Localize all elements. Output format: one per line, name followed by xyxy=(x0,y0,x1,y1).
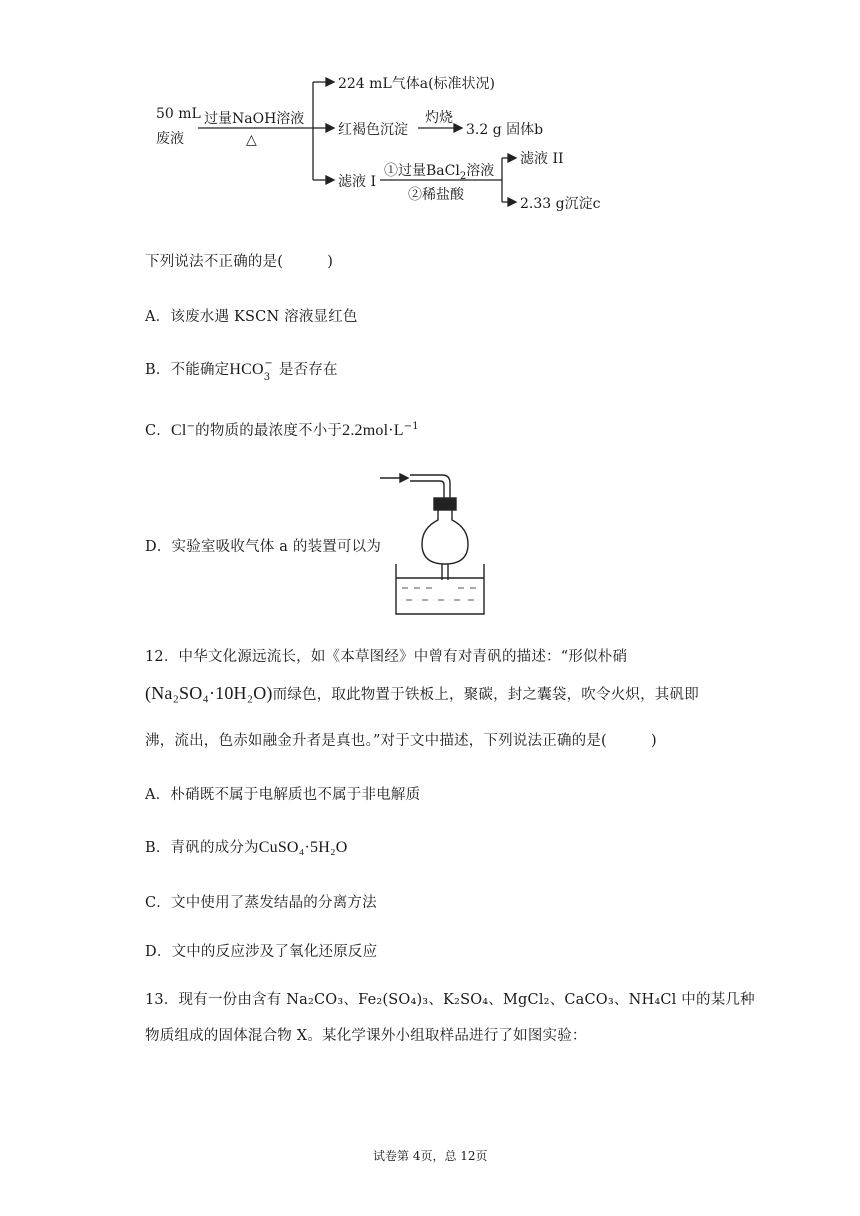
flowchart xyxy=(150,62,620,222)
q11-option-a: A．该废水遇 KSCN 溶液显红色 xyxy=(145,309,358,325)
q11-stem: 下列说法不正确的是( ) xyxy=(145,254,334,270)
flow-start-volume: 50 mL xyxy=(156,106,201,122)
flow-filtrate-1: 滤液 I xyxy=(338,174,376,190)
q11-option-d: D．实验室吸收气体 a 的装置可以为 xyxy=(145,539,382,555)
gas-absorption-apparatus-figure xyxy=(378,468,490,616)
flow-reagent: 过量NaOH溶液 xyxy=(204,111,305,127)
flow-step-1: ①过量BaCl$_2$溶液 xyxy=(384,163,495,182)
q12-formula-qingfan: CuSO₄·5H₂O xyxy=(258,839,348,856)
q13-line-2: 物质组成的固体混合物 X。某化学课外小组取样品进行了如图实验： xyxy=(145,1028,587,1044)
q12-option-a: A．朴硝既不属于电解质也不属于非电解质 xyxy=(145,787,421,803)
q12-option-b: B．青矾的成分为CuSO₄·5H₂O xyxy=(145,839,348,856)
flow-step-2: ②稀盐酸 xyxy=(408,187,464,203)
q12-line-2: (Na₂SO₄·10H₂O)而绿色，取此物置于铁板上，聚碳，封之囊袋，吹令火炽，其矾即 xyxy=(145,683,699,703)
flow-red-brown-precipitate: 红褐色沉淀 xyxy=(338,122,408,138)
flow-start-label: 废液 xyxy=(156,131,184,147)
q11-option-b: B．不能确定$HCO_3^-$ 是否存在 xyxy=(145,358,338,383)
q12-line-1: 12．中华文化源远流长，如《本草图经》中曾有对青矾的描述：“形似朴硝 xyxy=(145,649,628,665)
q11-option-c: C．Cl−的物质的最浓度不小于$2.2mol\cdot L^{-1}$ xyxy=(145,421,419,439)
page-footer: 试卷第 4页，总 12页 xyxy=(373,1149,488,1163)
flow-ignite: 灼烧 xyxy=(425,110,453,126)
flow-heat-symbol: △ xyxy=(246,132,257,148)
flow-solid-b: 3.2 g 固体b xyxy=(466,122,544,138)
q12-option-d: D．文中的反应涉及了氧化还原反应 xyxy=(145,944,378,960)
q12-formula-puxiao: (Na₂SO₄·10H₂O) xyxy=(145,683,273,703)
flow-precipitate-c: 2.33 g沉淀c xyxy=(520,196,601,212)
q12-option-c: C．文中使用了蒸发结晶的分离方法 xyxy=(145,895,377,911)
flow-filtrate-2: 滤液 II xyxy=(520,151,564,167)
q13-line-1: 13．现有一份由含有 Na₂CO₃、Fe₂(SO₄)₃、K₂SO₄、MgCl₂、CaCO₃、NH₄Cl 中的某几种 xyxy=(145,992,755,1008)
q12-line-3: 沸，流出，色赤如融金升者是真也。”对于文中描述，下列说法正确的是( ) xyxy=(145,733,657,749)
flow-gas-a: 224 mL气体a(标准状况) xyxy=(338,76,496,92)
